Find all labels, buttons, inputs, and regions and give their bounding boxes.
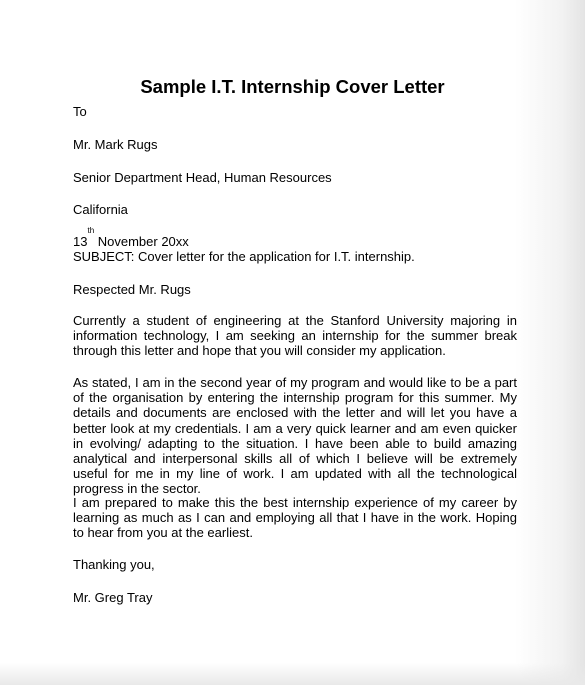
recipient-title: Senior Department Head, Human Resources [73,170,332,185]
subject-line: SUBJECT: Cover letter for the application for I.T. internship. [73,249,415,264]
date-rest: November 20xx [94,234,189,249]
signature: Mr. Greg Tray [73,590,153,605]
greeting: Respected Mr. Rugs [73,282,191,297]
paragraph-closing: I am prepared to make this the best internship experience of my career by learning as much as I can and employing all that I have in the work. Hoping to hear from you at the earliest. [73,495,517,541]
date-suffix: th [87,226,95,235]
document-title: Sample I.T. Internship Cover Letter [140,76,445,97]
paragraph-details: As stated, I am in the second year of my program and would like to be a part of the organisation by entering the internship program for this summer. My details and documents are enclosed with the letter and will let you have a better look at my credentials. I am a very quick learner and am even quicker in evolving/ adapting to the situation. I have been able to build amazing analytical and interpersonal skills all of which I believe will be extremely useful for me in my line of work. I am updated with all the technological progress in the sector. [73,375,517,497]
recipient-name: Mr. Mark Rugs [73,137,158,152]
salutation-to: To [73,104,87,119]
paragraph-intro: Currently a student of engineering at the Stanford University majoring in information technology, I am seeking an internship for the summer break through this letter and hope that you will consider my application. [73,313,517,359]
date-day: 13 [73,234,88,249]
letter-date [73,226,189,249]
page-bottom-shadow [0,663,585,685]
recipient-location: California [73,202,128,217]
closing-line: Thanking you, [73,557,155,572]
